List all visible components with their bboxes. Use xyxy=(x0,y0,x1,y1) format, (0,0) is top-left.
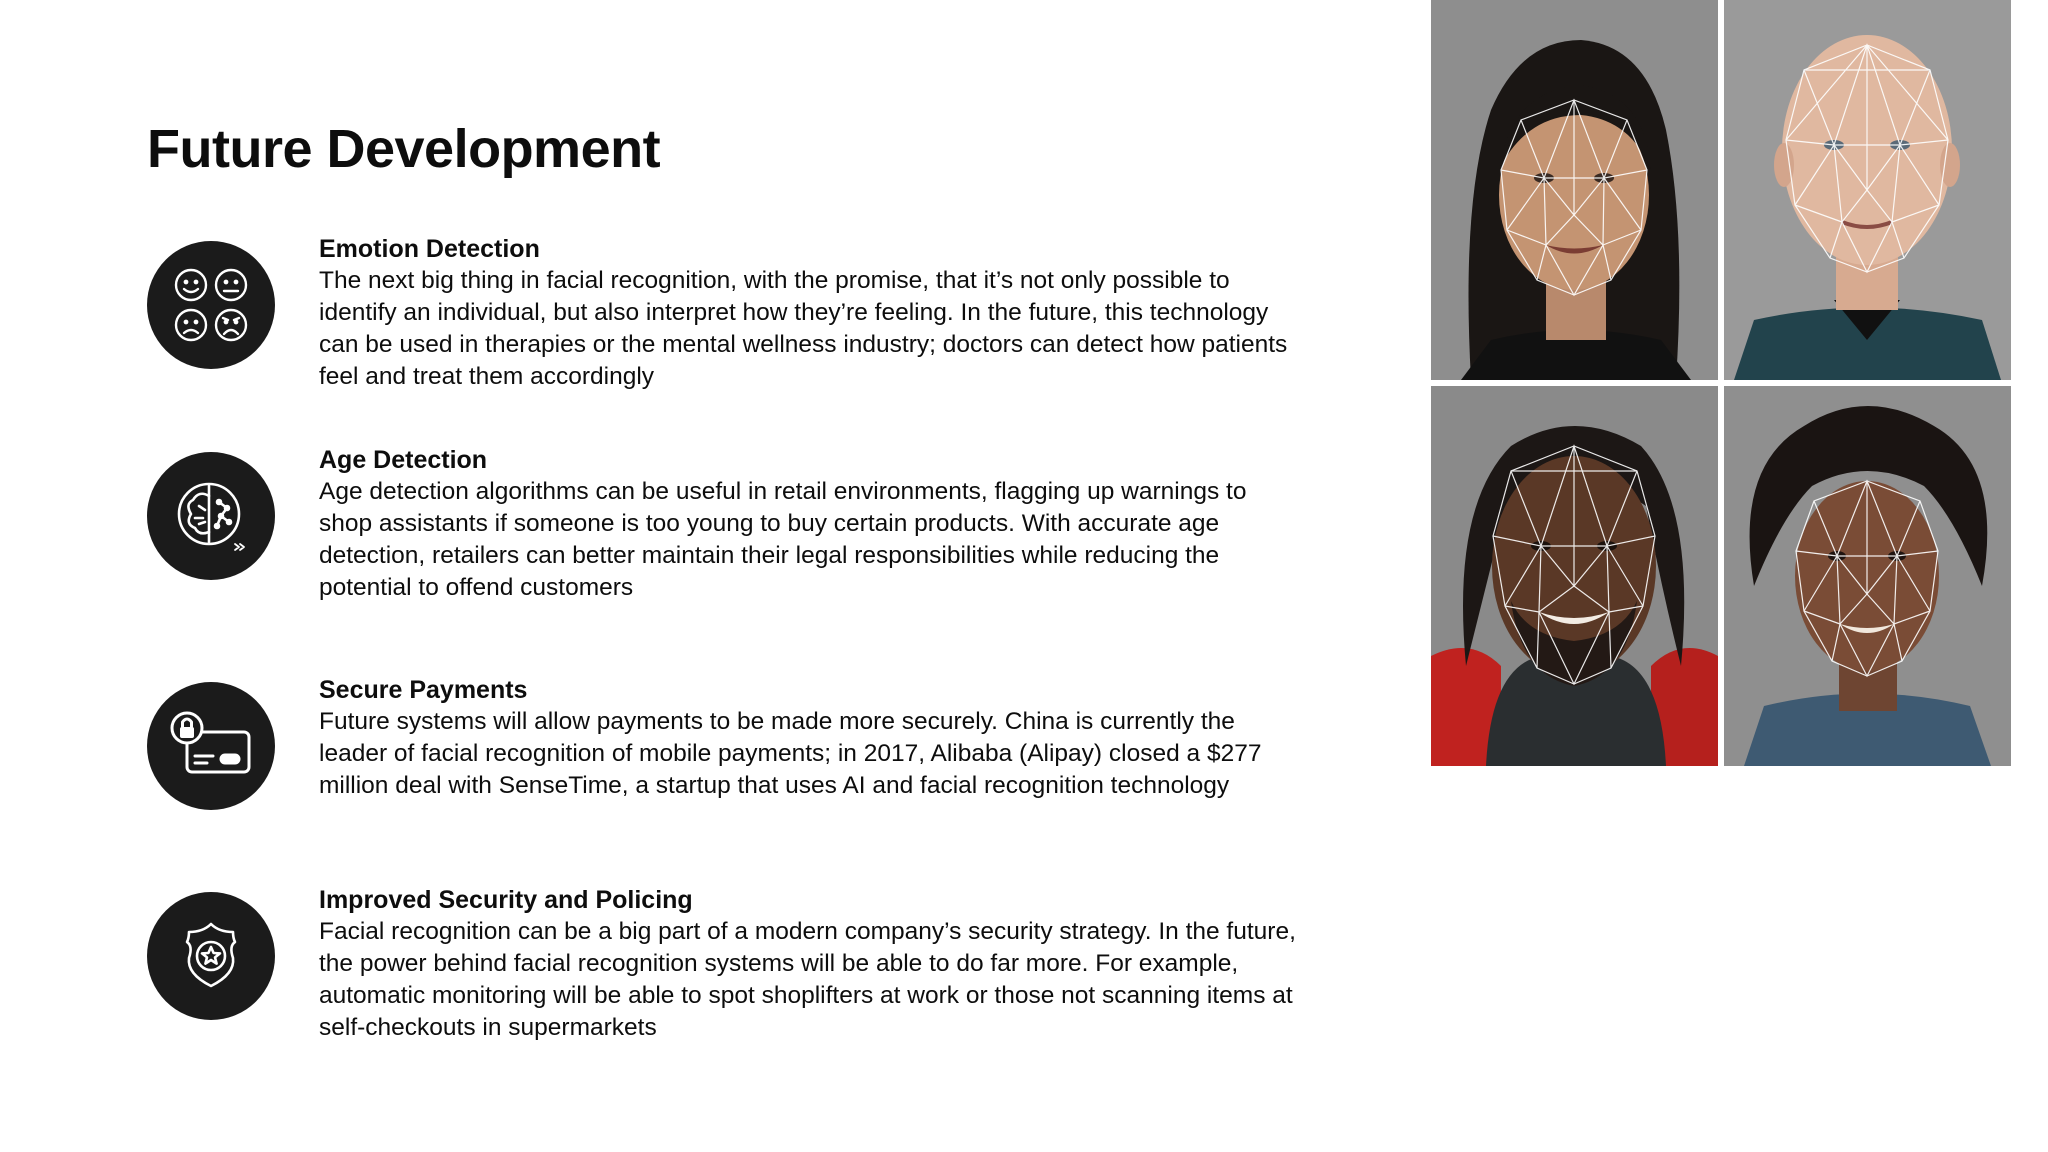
face-mesh-photo-grid xyxy=(1431,0,2013,766)
feature-description: Facial recognition can be a big part of a modern company’s security strategy. In the future, the power behind facial recognition systems will be able to do far more. For example, automatic monitoring will be able to spot shoplifters at work or those not scanning items at self-checkouts in supermarkets xyxy=(319,918,1296,1041)
page-title: Future Development xyxy=(147,119,661,179)
feature-description: Age detection algorithms can be useful in retail environments, flagging up warnings to shop assistants if someone is too young to buy certain products. With accurate age detection, retailers can better maintain their legal responsibilities while reducing the potential to offend customers xyxy=(319,478,1247,601)
face-mesh-photo-woman-1 xyxy=(1431,0,1718,380)
feature-text xyxy=(319,444,1299,604)
feature-title: Age Detection xyxy=(319,446,488,474)
feature-text xyxy=(319,884,1299,1044)
feature-title: Secure Payments xyxy=(319,676,528,704)
feature-description: The next big thing in facial recognition, with the promise, that it’s not only possible to identify an individual, but also interpret how they’re feeling. In the future, this technology can be used in therapies or the mental wellness industry; doctors can detect how patients feel and treat them accordingly xyxy=(319,267,1288,390)
locked-card-icon xyxy=(147,682,275,810)
face-mesh-photo-woman-2 xyxy=(1724,386,2011,766)
emotion-faces-icon xyxy=(147,241,275,369)
police-badge-icon xyxy=(147,892,275,1020)
feature-description: Future systems will allow payments to be made more securely. China is currently the leader of facial recognition of mobile payments; in 2017, Alibaba (Alipay) closed a $277 million deal with SenseTime, a startup that uses AI and facial recognition technology xyxy=(319,708,1262,799)
face-mesh-photo-man-1 xyxy=(1724,0,2011,380)
feature-title: Improved Security and Policing xyxy=(319,886,693,914)
feature-text xyxy=(319,233,1299,393)
face-mesh-photo-man-2 xyxy=(1431,386,1718,766)
feature-text xyxy=(319,674,1299,802)
feature-title: Emotion Detection xyxy=(319,235,540,263)
brain-icon xyxy=(147,452,275,580)
